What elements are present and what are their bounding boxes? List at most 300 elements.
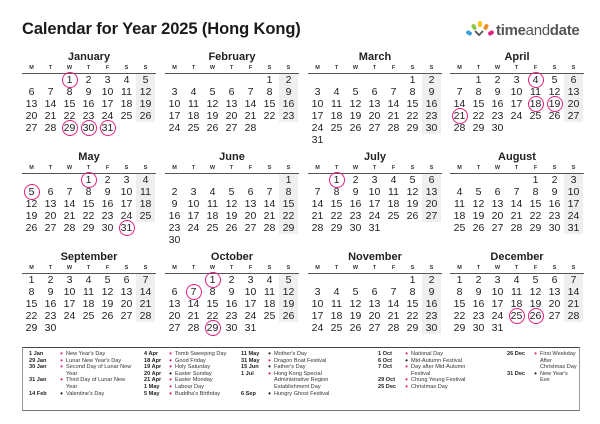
day-cell: 20 — [25, 110, 38, 122]
weekday-label: M — [457, 265, 462, 271]
legend-item — [241, 388, 351, 398]
weekday-label: S — [552, 165, 557, 171]
day-cell: 20 — [168, 310, 181, 322]
day-cell: 28 — [387, 322, 400, 334]
weekday-label: T — [476, 65, 481, 71]
weekday-label: W — [352, 265, 359, 271]
day-cell: 24 — [564, 210, 583, 222]
empty-cell — [117, 122, 136, 134]
empty-cell — [365, 134, 384, 146]
public-holiday-bullet-icon: • — [169, 362, 172, 372]
weekday-label: M — [29, 165, 34, 171]
day-cell: 24 — [101, 110, 114, 122]
holiday-day: 25 — [507, 310, 526, 322]
month-name: February — [208, 51, 256, 63]
day-cell: 28 — [263, 222, 276, 234]
day-cell: 12 — [136, 86, 155, 98]
weekday-header — [308, 164, 442, 174]
day-cell: 29 — [25, 322, 38, 334]
empty-cell — [41, 74, 60, 86]
weekday-label: F — [391, 165, 396, 171]
day-cell: 28 — [44, 122, 57, 134]
day-cell: 15 — [406, 298, 419, 310]
day-cell: 12 — [349, 98, 362, 110]
day-cell: 8 — [409, 286, 416, 298]
weekday-header — [450, 164, 584, 174]
day-cell: 27 — [244, 222, 257, 234]
day-cell: 16 — [101, 198, 114, 210]
day-cell: 20 — [491, 210, 504, 222]
timeanddate-logo[interactable] — [466, 20, 579, 40]
day-cell: 13 — [25, 98, 38, 110]
day-cell: 4 — [390, 174, 397, 186]
day-cell: 1 — [409, 74, 416, 86]
day-cell: 8 — [28, 286, 35, 298]
legend-date: 6 Oct — [378, 357, 392, 364]
day-cell: 4 — [85, 274, 92, 286]
day-cell: 23 — [349, 210, 362, 222]
day-cell: 15 — [330, 198, 343, 210]
day-cell: 13 — [44, 198, 57, 210]
day-cell: 2 — [228, 274, 235, 286]
weekday-label: W — [209, 265, 216, 271]
legend-item — [144, 351, 244, 358]
weekday-label: M — [315, 65, 320, 71]
weekday-label: S — [410, 265, 415, 271]
day-cell: 25 — [187, 122, 200, 134]
day-cell: 20 — [244, 210, 257, 222]
day-cell: 27 — [168, 322, 181, 334]
day-cell: 27 — [491, 222, 504, 234]
legend-name: Christmas Day — [411, 383, 448, 390]
day-cell: 23 — [491, 110, 504, 122]
legend-name: Mid-Autumn Festival — [411, 357, 462, 364]
day-cell: 2 — [422, 74, 441, 86]
weekday-label: T — [48, 165, 53, 171]
day-cell: 2 — [551, 174, 558, 186]
legend-column — [378, 351, 478, 391]
day-cell: 10 — [311, 98, 324, 110]
empty-cell — [165, 174, 184, 186]
day-cell: 26 — [136, 110, 155, 122]
legend-name: First Weekday After Christmas Day — [540, 351, 577, 371]
day-cell: 27 — [225, 122, 238, 134]
empty-cell — [545, 322, 564, 334]
empty-cell — [526, 322, 545, 334]
holiday-day: 1 — [79, 174, 98, 186]
weekday-label: S — [571, 165, 576, 171]
day-cell: 8 — [333, 186, 340, 198]
day-cell: 17 — [311, 110, 324, 122]
legend-item — [29, 351, 137, 358]
public-holiday-bullet-icon: • — [405, 349, 408, 358]
page-title: Calendar for Year 2025 (Hong Kong) — [22, 20, 301, 38]
weekday-label: F — [105, 165, 110, 171]
empty-cell — [507, 322, 526, 334]
day-cell: 30 — [44, 322, 57, 334]
day-cell: 27 — [25, 122, 38, 134]
day-cell: 1 — [475, 74, 482, 86]
day-cell: 17 — [168, 110, 181, 122]
day-cell: 18 — [120, 98, 133, 110]
day-cell: 17 — [491, 298, 504, 310]
legend-item — [378, 355, 478, 365]
day-cell: 28 — [136, 310, 155, 322]
day-cell: 15 — [453, 298, 466, 310]
day-cell: 30 — [225, 322, 238, 334]
public-holiday-bullet-icon: • — [268, 355, 271, 365]
day-cell: 16 — [349, 198, 362, 210]
day-cell: 10 — [168, 98, 181, 110]
day-cell: 11 — [331, 98, 342, 110]
empty-cell — [384, 134, 403, 146]
day-cell: 17 — [368, 198, 381, 210]
day-cell: 26 — [472, 222, 485, 234]
day-cell: 24 — [120, 210, 133, 222]
empty-cell — [308, 274, 327, 286]
weekday-label: S — [286, 165, 291, 171]
month-name: November — [348, 251, 402, 263]
empty-cell — [165, 274, 184, 286]
holiday-day: 29 — [203, 322, 222, 334]
weekday-label: S — [124, 165, 129, 171]
holiday-day: 1 — [203, 274, 222, 286]
day-cell: 28 — [564, 310, 583, 322]
day-cell: 18 — [453, 210, 466, 222]
day-cell: 24 — [244, 310, 257, 322]
day-cell: 21 — [564, 298, 583, 310]
empty-cell — [222, 174, 241, 186]
day-cell: 13 — [564, 86, 583, 98]
day-cell: 4 — [456, 186, 463, 198]
day-grid — [308, 174, 442, 234]
weekday-header — [450, 264, 584, 274]
empty-cell — [260, 234, 279, 246]
day-cell: 6 — [371, 86, 378, 98]
day-cell: 15 — [472, 98, 485, 110]
day-cell: 13 — [368, 298, 381, 310]
month-name: June — [219, 151, 245, 163]
legend-item — [378, 381, 478, 391]
public-holiday-bullet-icon: • — [60, 355, 63, 365]
empty-cell — [165, 74, 184, 86]
day-cell: 10 — [368, 186, 381, 198]
legend-date: 31 Jan — [29, 377, 47, 384]
empty-cell — [41, 174, 60, 186]
month-may — [22, 151, 156, 234]
empty-cell — [60, 174, 79, 186]
day-cell: 11 — [136, 186, 155, 198]
legend-date: 29 Oct — [378, 377, 396, 384]
day-cell: 13 — [120, 286, 133, 298]
legend-date: 15 Jun — [241, 364, 259, 371]
day-grid — [450, 174, 584, 234]
day-cell: 29 — [279, 222, 298, 234]
day-cell: 7 — [564, 274, 583, 286]
month-name: January — [67, 51, 111, 63]
day-cell: 5 — [352, 286, 359, 298]
day-cell: 3 — [314, 86, 321, 98]
empty-cell — [203, 74, 222, 86]
day-cell: 21 — [44, 110, 57, 122]
day-cell: 2 — [494, 74, 501, 86]
day-cell: 2 — [104, 174, 111, 186]
weekday-label: F — [533, 265, 538, 271]
day-cell: 13 — [548, 286, 561, 298]
empty-cell — [98, 322, 117, 334]
weekday-header — [165, 264, 299, 274]
day-cell: 31 — [564, 222, 583, 234]
day-cell: 18 — [82, 298, 95, 310]
day-cell: 29 — [82, 222, 95, 234]
day-cell: 25 — [82, 310, 95, 322]
legend-name: Good Friday — [175, 357, 206, 364]
day-cell: 23 — [422, 110, 441, 122]
day-cell: 11 — [388, 186, 399, 198]
weekday-label: T — [334, 165, 339, 171]
empty-cell — [279, 122, 298, 134]
legend-date: 5 May — [144, 390, 160, 397]
legend-column — [29, 351, 137, 397]
weekday-label: S — [143, 65, 148, 71]
day-cell: 14 — [453, 98, 466, 110]
day-cell: 27 — [548, 310, 561, 322]
weekday-label: S — [267, 165, 272, 171]
day-cell: 9 — [422, 286, 441, 298]
day-cell: 27 — [368, 322, 381, 334]
day-cell: 18 — [136, 198, 155, 210]
day-cell: 5 — [532, 274, 539, 286]
day-cell: 3 — [513, 74, 520, 86]
day-cell: 10 — [564, 186, 583, 198]
day-cell: 4 — [266, 274, 273, 286]
weekday-label: W — [494, 165, 501, 171]
day-cell: 15 — [25, 298, 38, 310]
empty-cell — [117, 322, 136, 334]
empty-cell — [222, 234, 241, 246]
weekday-label: T — [48, 265, 53, 271]
day-cell: 27 — [368, 122, 381, 134]
day-cell: 15 — [529, 198, 542, 210]
day-cell: 27 — [564, 110, 583, 122]
day-cell: 21 — [263, 210, 276, 222]
day-cell: 22 — [263, 110, 276, 122]
month-april — [450, 51, 584, 134]
day-cell: 23 — [279, 110, 298, 122]
holiday-day: 21 — [450, 110, 469, 122]
day-cell: 6 — [551, 274, 558, 286]
legend-item — [144, 381, 244, 391]
legend-column — [144, 351, 244, 397]
empty-cell — [403, 222, 422, 234]
legend-name: Mother's Day — [274, 351, 307, 357]
day-cell: 6 — [47, 186, 54, 198]
empty-cell — [79, 322, 98, 334]
weekday-label: F — [105, 265, 110, 271]
day-cell: 28 — [387, 122, 400, 134]
day-cell: 21 — [510, 210, 523, 222]
month-name: April — [504, 51, 530, 63]
legend-name: Chung Yeung Festival — [411, 377, 466, 384]
empty-cell — [384, 74, 403, 86]
day-cell: 6 — [371, 286, 378, 298]
empty-cell — [450, 74, 469, 86]
day-cell: 7 — [456, 86, 463, 98]
day-cell: 2 — [47, 274, 54, 286]
legend-date: 1 Jan — [29, 351, 44, 357]
day-cell: 19 — [349, 310, 362, 322]
weekday-label: S — [286, 65, 291, 71]
empty-cell — [327, 134, 346, 146]
day-cell: 8 — [475, 86, 482, 98]
public-holiday-bullet-icon: • — [405, 362, 408, 372]
empty-cell — [184, 174, 203, 186]
weekday-label: W — [66, 165, 73, 171]
day-cell: 25 — [330, 322, 343, 334]
observance-bullet-icon: • — [60, 388, 63, 398]
day-cell: 8 — [532, 186, 539, 198]
day-cell: 28 — [453, 122, 466, 134]
empty-cell — [422, 222, 441, 234]
day-cell: 3 — [371, 174, 378, 186]
empty-cell — [241, 234, 260, 246]
day-cell: 17 — [564, 198, 583, 210]
day-cell: 18 — [510, 298, 523, 310]
day-cell: 13 — [244, 198, 257, 210]
day-cell: 9 — [104, 186, 111, 198]
day-cell: 7 — [513, 186, 520, 198]
day-cell: 27 — [44, 222, 57, 234]
day-cell: 6 — [228, 86, 235, 98]
day-cell: 11 — [83, 286, 94, 298]
legend-date: 21 Apr — [144, 377, 162, 384]
legend-item — [241, 364, 351, 371]
weekday-label: S — [571, 265, 576, 271]
day-cell: 8 — [279, 186, 298, 198]
weekday-header — [308, 264, 442, 274]
weekday-label: W — [352, 165, 359, 171]
day-cell: 1 — [409, 274, 416, 286]
month-october — [165, 251, 299, 334]
empty-cell — [222, 74, 241, 86]
day-cell: 23 — [101, 210, 114, 222]
day-cell: 2 — [279, 74, 298, 86]
day-cell: 23 — [168, 222, 181, 234]
weekday-label: F — [248, 65, 253, 71]
day-cell: 2 — [422, 274, 441, 286]
day-cell: 19 — [136, 98, 155, 110]
day-cell: 26 — [101, 310, 114, 322]
legend-name: Tomb Sweeping Day — [175, 351, 227, 357]
day-cell: 12 — [529, 286, 542, 298]
day-cell: 21 — [311, 210, 324, 222]
day-grid — [308, 274, 442, 334]
weekday-label: T — [476, 165, 481, 171]
public-holiday-bullet-icon: • — [60, 362, 63, 372]
day-cell: 26 — [225, 222, 238, 234]
weekday-label: S — [429, 165, 434, 171]
empty-cell — [260, 122, 279, 134]
legend-name: New Year's Day — [66, 351, 106, 357]
day-cell: 1 — [279, 174, 298, 186]
day-cell: 18 — [263, 298, 276, 310]
day-cell: 7 — [266, 186, 273, 198]
empty-cell — [564, 122, 583, 134]
public-holiday-bullet-icon: • — [169, 355, 172, 365]
day-cell: 29 — [529, 222, 542, 234]
empty-cell — [346, 274, 365, 286]
day-cell: 11 — [264, 286, 275, 298]
day-cell: 5 — [352, 86, 359, 98]
day-cell: 5 — [104, 274, 111, 286]
day-cell: 15 — [406, 98, 419, 110]
day-cell: 26 — [206, 122, 219, 134]
day-cell: 18 — [206, 210, 219, 222]
day-cell: 6 — [422, 174, 441, 186]
public-holiday-bullet-icon: • — [60, 375, 63, 385]
legend-name: Father's Day — [274, 364, 306, 371]
day-cell: 30 — [168, 234, 181, 246]
day-grid — [165, 174, 299, 246]
day-cell: 21 — [387, 110, 400, 122]
day-cell: 16 — [168, 210, 181, 222]
weekday-label: S — [143, 265, 148, 271]
weekday-label: T — [86, 165, 91, 171]
empty-cell — [365, 274, 384, 286]
empty-cell — [184, 234, 203, 246]
day-cell: 26 — [349, 122, 362, 134]
day-cell: 16 — [279, 98, 298, 110]
legend-date: 1 May — [144, 383, 160, 390]
legend-item — [378, 364, 478, 377]
day-cell: 25 — [453, 222, 466, 234]
day-cell: 30 — [548, 222, 561, 234]
legend-name: New Year's Eve — [540, 370, 568, 384]
weekday-label: W — [66, 265, 73, 271]
legend-item — [29, 355, 137, 365]
empty-cell — [507, 122, 526, 134]
day-cell: 10 — [101, 86, 114, 98]
day-cell: 2 — [352, 174, 359, 186]
day-cell: 28 — [244, 122, 257, 134]
day-cell: 20 — [120, 298, 133, 310]
legend-item — [241, 368, 351, 391]
day-grid — [165, 274, 299, 334]
day-cell: 7 — [66, 186, 73, 198]
day-cell: 21 — [387, 310, 400, 322]
day-cell: 28 — [311, 222, 324, 234]
day-cell: 31 — [368, 222, 381, 234]
day-cell: 14 — [244, 98, 257, 110]
weekday-label: S — [571, 65, 576, 71]
weekday-header — [308, 64, 442, 74]
day-cell: 15 — [263, 98, 276, 110]
day-cell: 24 — [368, 210, 381, 222]
observance-bullet-icon: • — [268, 362, 271, 372]
weekday-label: T — [372, 165, 377, 171]
day-cell: 12 — [225, 198, 238, 210]
observance-bullet-icon: • — [169, 368, 172, 378]
day-cell: 5 — [136, 74, 155, 86]
day-cell: 8 — [209, 286, 216, 298]
empty-cell — [384, 274, 403, 286]
day-cell: 3 — [104, 74, 111, 86]
day-cell: 14 — [263, 198, 276, 210]
holiday-day: 4 — [526, 74, 545, 86]
day-cell: 27 — [120, 310, 133, 322]
legend-column — [507, 351, 577, 384]
day-cell: 13 — [422, 186, 441, 198]
